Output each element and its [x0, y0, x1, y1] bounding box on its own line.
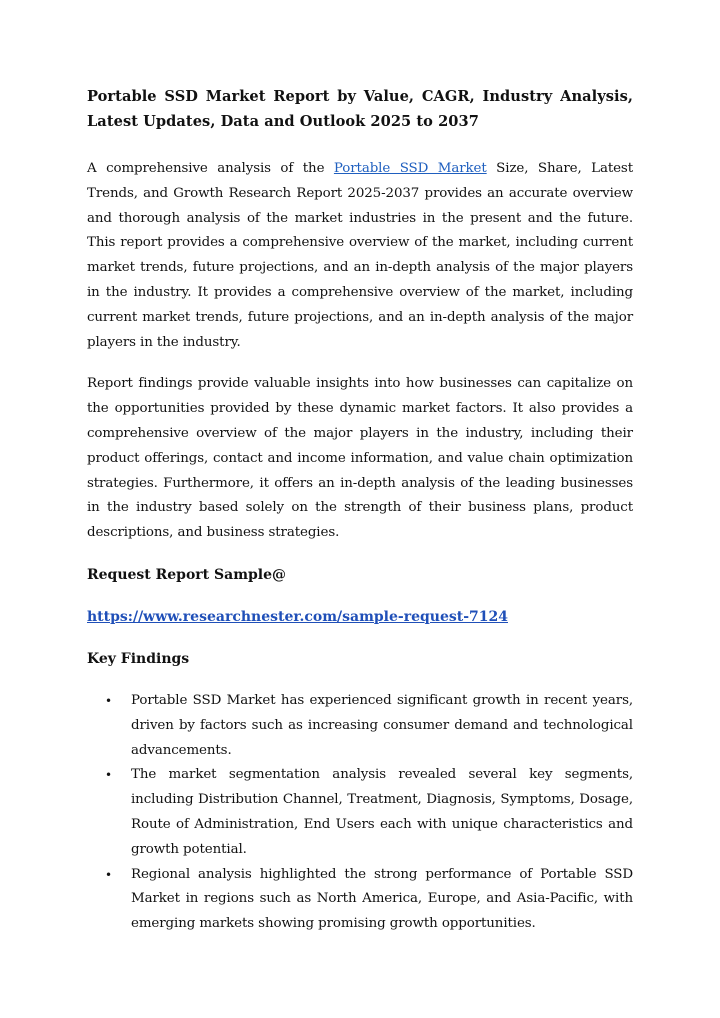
bullet-icon: • [105, 693, 112, 708]
findings-paragraph: Report findings provide valuable insights into how businesses can capitalize on the opportunities provided by these dynamic market factors. It also provides a comprehensive overview of the major players in the industry, including their product offerings, contact and income information, and value chain optimization strategies. Furthermore, it offers an in-depth analysis of the leading businesses in the industry based solely on the strength of their business plans, product descriptions, and business strategies. [87, 376, 633, 541]
list-item-text: Portable SSD Market has experienced significant growth in recent years, driven by factors such as increasing consumer demand and technological advancements. [131, 692, 633, 758]
key-findings-heading: Key Findings [87, 650, 190, 667]
key-findings-list [87, 689, 633, 937]
bullet-icon: • [105, 768, 112, 783]
list-item-text: The market segmentation analysis revealed several key segments, including Distribution Channel, Treatment, Diagnosis, Symptoms, Dosage, Route of Administration, End Users each with unique characteristics and growth potential. [131, 767, 633, 857]
request-sample-heading: Request Report Sample@ [87, 566, 287, 583]
report-title: Portable SSD Market Report by Value, CAGR, Industry Analysis, Latest Updates, Data and Outlook 2025 to 2037 [87, 88, 633, 130]
portable-ssd-market-link[interactable]: Portable SSD Market [333, 161, 487, 176]
intro-text-before-link: A comprehensive analysis of the [87, 161, 334, 176]
bullet-icon: • [105, 867, 112, 882]
intro-text-after-link: Size, Share, Latest Trends, and Growth Research Report 2025-2037 provides an accurate overview and thorough analysis of the market industries in the present and the future. This report provides a comprehensive overview of the market, including current market trends, future projections, and an in-depth analysis of the major players in the industry. It provides a comprehensive overview of the market, including current market trends, future projections, and an in-depth analysis of the major players in the industry. [87, 161, 633, 350]
intro-paragraph [87, 157, 633, 355]
list-item [87, 863, 633, 937]
list-item [87, 689, 633, 763]
sample-url-line [87, 605, 633, 630]
document-page [87, 84, 633, 937]
list-item-text: Regional analysis highlighted the strong performance of Portable SSD Market in regions such as North America, Europe, and Asia-Pacific, with emerging markets showing promising growth opportunities. [131, 866, 633, 932]
list-item [87, 763, 633, 862]
sample-request-link[interactable]: https://www.researchnester.com/sample-request-7124 [87, 608, 508, 625]
